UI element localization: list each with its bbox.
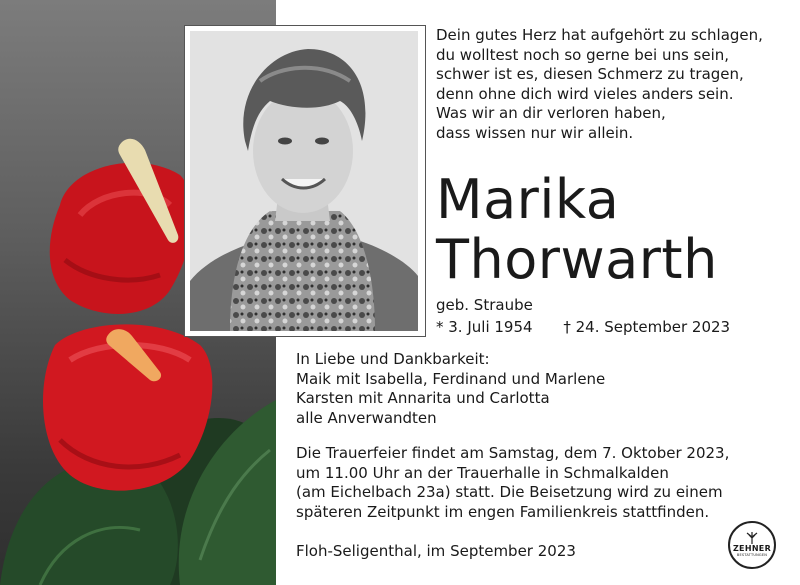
poem: [436, 26, 796, 143]
life-dates: [436, 318, 730, 336]
death-date: † 24. September 2023: [563, 318, 731, 336]
mourners-line: Maik mit Isabella, Ferdinand und Marlene: [296, 369, 606, 388]
birth-date: * 3. Juli 1954: [436, 318, 533, 336]
maiden-name: geb. Straube: [436, 296, 533, 314]
mourners-line: Karsten mit Annarita und Carlotta: [296, 389, 550, 407]
logo-subtitle: BESTATTUNGEN: [736, 553, 768, 557]
mourners-line: In Liebe und Dankbarkeit:: [296, 350, 490, 368]
poem-line: du wolltest noch so gerne bei uns sein,: [436, 45, 730, 64]
ceremony-line: um 11.00 Uhr an der Trauerhalle in Schmalkalden: [296, 463, 669, 482]
poem-line: Dein gutes Herz hat aufgehört zu schlagen,: [436, 26, 763, 44]
ceremony-info: [296, 444, 766, 522]
place-date: Floh-Seligenthal, im September 2023: [296, 542, 576, 560]
last-name: Thorwarth: [436, 228, 718, 291]
portrait-photo: [190, 31, 418, 331]
mourners-line: alle Anverwandten: [296, 408, 437, 427]
poem-line: schwer ist es, diesen Schmerz zu tragen,: [436, 65, 744, 83]
first-name: Marika: [436, 168, 620, 231]
tree-icon: [744, 532, 760, 544]
poem-line: Was wir an dir verloren haben,: [436, 104, 666, 122]
logo-name: ZEHNER: [732, 544, 772, 553]
ceremony-line: Die Trauerfeier findet am Samstag, dem 7. Oktober 2023,: [296, 444, 730, 462]
mourners-list: [296, 350, 766, 428]
poem-line: denn ohne dich wird vieles anders sein.: [436, 84, 734, 103]
ceremony-line: (am Eichelbach 23a) statt. Die Beisetzung wird zu einem: [296, 483, 723, 501]
poem-line: dass wissen nur wir allein.: [436, 123, 634, 142]
ceremony-line: späteren Zeitpunkt im engen Familienkreis stattfinden.: [296, 502, 710, 521]
funeral-home-logo: [728, 521, 776, 569]
